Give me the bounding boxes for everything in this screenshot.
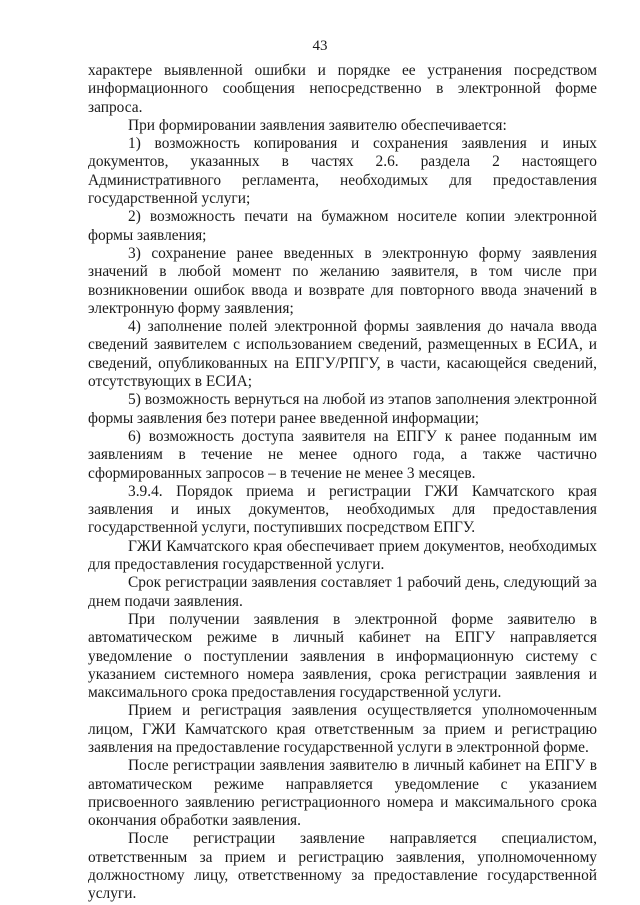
paragraph-item-5: 5) возможность вернуться на любой из этапов заполнения электронной формы заявления без потери ранее введенной информации;: [88, 391, 597, 427]
paragraph-application-intro: При формировании заявления заявителю обеспечивается:: [128, 116, 507, 134]
paragraph-item-6: 6) возможность доступа заявителя на ЕПГУ к ранее поданным им заявлениям в течение не менее одного года, а также частично сформированных запросов – в течение не менее 3 месяцев.: [88, 427, 597, 482]
paragraph-item-4: 4) заполнение полей электронной формы заявления до начала ввода сведений заявителем с использованием сведений, размещенных в ЕСИА, и сведений, опубликованных на ЕПГУ/РПГУ, в части, касающейся сведений, отсутствующих в ЕСИА;: [88, 318, 597, 391]
paragraph-item-2: 2) возможность печати на бумажном носителе копии электронной формы заявления;: [88, 208, 597, 244]
paragraph-forwarding: После регистрации заявление направляется специалистом, ответственным за прием и регистрацию заявления, уполномоченному должностному лицу, ответственному за предоставление государственной услуги.: [88, 830, 597, 903]
paragraph-after-registration: После регистрации заявления заявителю в личный кабинет на ЕПГУ в автоматическом режиме направляется уведомление с указанием присвоенного заявлению регистрационного номера и максимального срока окончания обработки заявления.: [88, 757, 597, 830]
paragraph-section-3-9-4: 3.9.4. Порядок приема и регистрации ГЖИ Камчатского края заявления и иных документов, необходимых для предоставления государственной услуги, поступивших посредством ЕПГУ.: [88, 482, 597, 537]
page-number: 43: [312, 38, 328, 54]
document-body: [88, 62, 597, 904]
paragraph-registration-term: Срок регистрации заявления составляет 1 рабочий день, следующий за днем подачи заявления.: [88, 574, 597, 610]
paragraph-continuation: характере выявленной ошибки и порядке ее устранения посредством информационного сообщения непосредственно в электронной форме запроса.: [88, 62, 597, 116]
paragraph-item-3: 3) сохранение ранее введенных в электронную форму заявления значений в любой момент по желанию заявителя, в том числе при возникновении ошибок ввода и возврате для повторного ввода значений в электронную форму заявления;: [88, 244, 597, 317]
paragraph-authorized-person: Прием и регистрация заявления осуществляется уполномоченным лицом, ГЖИ Камчатского края ответственным за прием и регистрацию заявления на предоставление государственной услуги в электронной форме.: [88, 702, 597, 756]
paragraph-reception: ГЖИ Камчатского края обеспечивает прием документов, необходимых для предоставления государственной услуги.: [88, 537, 597, 574]
paragraph-notification: При получении заявления в электронной форме заявителю в автоматическом режиме в личный кабинет на ЕПГУ направляется уведомление о поступлении заявления в информационную систему с указанием системного номера заявления, срока регистрации заявления и максимального срока предоставления государственной услуги.: [88, 610, 597, 702]
paragraph-item-1: 1) возможность копирования и сохранения заявления и иных документов, указанных в частях 2.6. раздела 2 настоящего Административного регламента, необходимых для предоставления государственной услуги;: [88, 135, 597, 208]
